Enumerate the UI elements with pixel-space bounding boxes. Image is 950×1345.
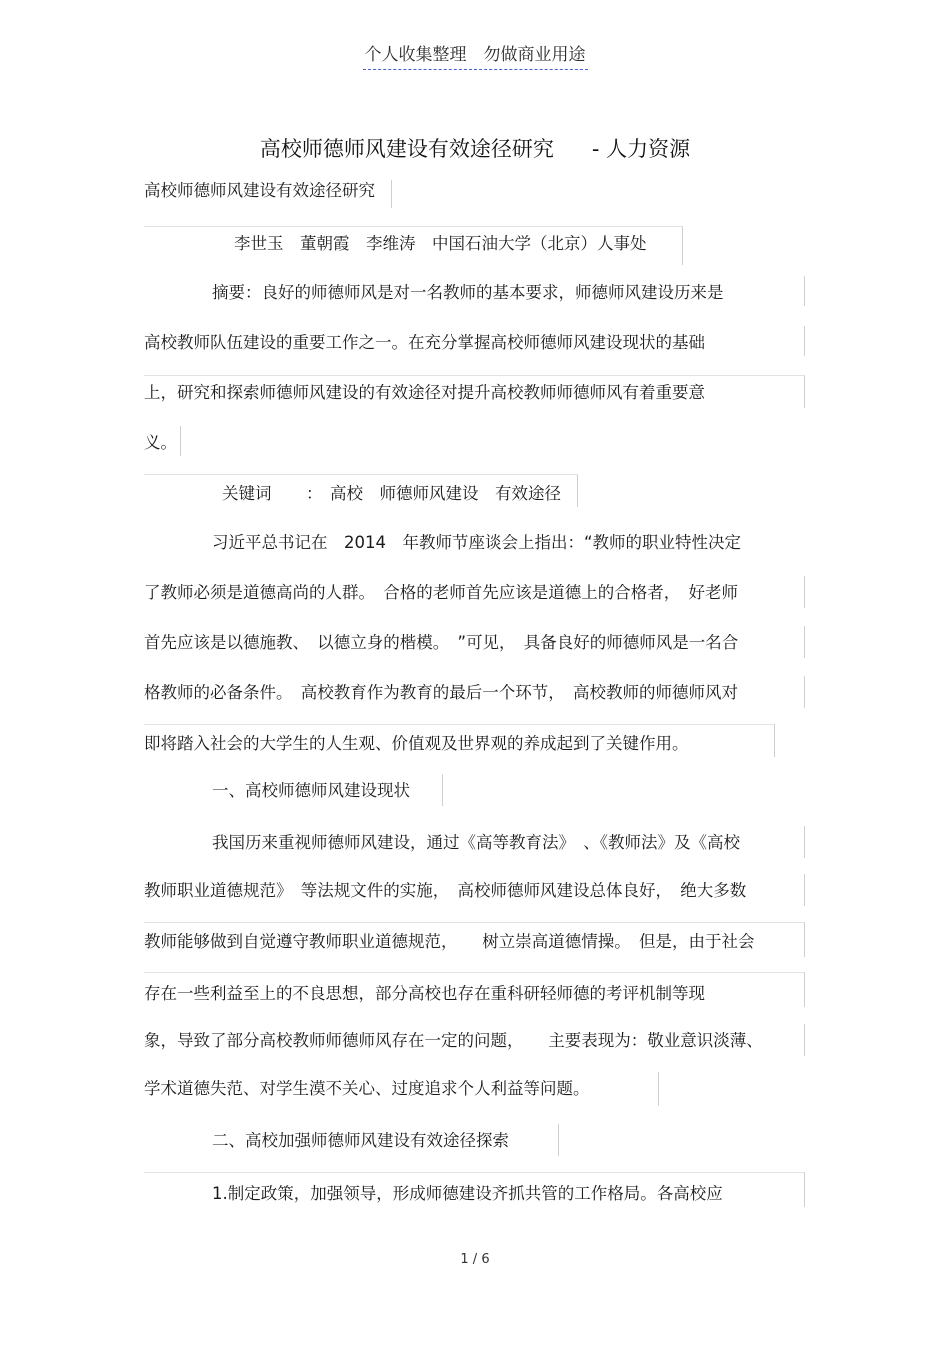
abstract-line-1: 摘要：良好的师德师风是对一名教师的基本要求，师德师风建设历来是 xyxy=(144,276,805,306)
section1-line-6: 学术道德失范、对学生漠不关心、过度追求个人利益等问题。 xyxy=(144,1072,659,1106)
section2-heading: 二、高校加强师德师风建设有效途径探索 xyxy=(144,1124,559,1156)
intro-line-4: 格教师的必备条件。 高校教育作为教育的最后一个环节， 高校教师的师德师风对 xyxy=(144,676,805,708)
keywords-items: 高校 师德师风建设 有效途径 xyxy=(330,484,561,503)
subtitle-block xyxy=(144,180,392,208)
document-title xyxy=(0,133,950,163)
keywords-block xyxy=(144,474,578,507)
title-suffix: - 人力资源 xyxy=(591,137,691,161)
abstract-line-4: 义。 xyxy=(144,426,181,456)
section2-line-1: 1.制定政策，加强领导，形成师德建设齐抓共管的工作格局。各高校应 xyxy=(144,1172,805,1207)
keywords-label: 关键词 xyxy=(222,484,272,503)
abstract-line-2: 高校教师队伍建设的重要工作之一。在充分掌握高校师德师风建设现状的基础 xyxy=(144,326,805,356)
keywords-colon: ： xyxy=(306,484,323,503)
header-note-text: 个人收集整理 勿做商业用途 xyxy=(363,40,588,70)
section1-heading: 一、高校师德师风建设现状 xyxy=(144,774,443,806)
page-number: 1 / 6 xyxy=(460,1252,490,1267)
intro-line-2: 了教师必须是道德高尚的人群。 合格的老师首先应该是道德上的合格者， 好老师 xyxy=(144,576,805,608)
title-main: 高校师德师风建设有效途径研究 xyxy=(259,137,554,161)
section1-line-1: 我国历来重视师德师风建设，通过《高等教育法》 、《教师法》及《高校 xyxy=(144,826,805,858)
section1-line-4: 存在一些利益至上的不良思想，部分高校也存在重科研轻师德的考评机制等现 xyxy=(144,972,805,1007)
subtitle: 高校师德师风建设有效途径研究 xyxy=(144,181,375,200)
intro-line-3: 首先应该是以德施教、 以德立身的楷模。 ”可见， 具备良好的师德师风是一名合 xyxy=(144,626,805,658)
section1-line-5: 象，导致了部分高校教师师德师风存在一定的问题， 主要表现为：敬业意识淡薄、 xyxy=(144,1024,805,1056)
abstract-line-3: 上，研究和探索师德师风建设的有效途径对提升高校教师师德师风有着重要意 xyxy=(144,375,805,408)
authors: 李世玉 董朝霞 李维涛 中国石油大学（北京）人事处 xyxy=(234,234,647,253)
section1-line-2: 教师职业道德规范》 等法规文件的实施， 高校师德师风建设总体良好， 绝大多数 xyxy=(144,874,805,906)
section1-line-3: 教师能够做到自觉遵守教师职业道德规范， 树立崇高道德情操。 但是，由于社会 xyxy=(144,922,805,957)
intro-line-1: 习近平总书记在 2014 年教师节座谈会上指出：“教师的职业特性决定 xyxy=(212,533,742,552)
header-note xyxy=(0,40,950,70)
authors-block xyxy=(144,226,683,265)
intro-line-5: 即将踏入社会的大学生的人生观、价值观及世界观的养成起到了关键作用。 xyxy=(144,724,775,757)
